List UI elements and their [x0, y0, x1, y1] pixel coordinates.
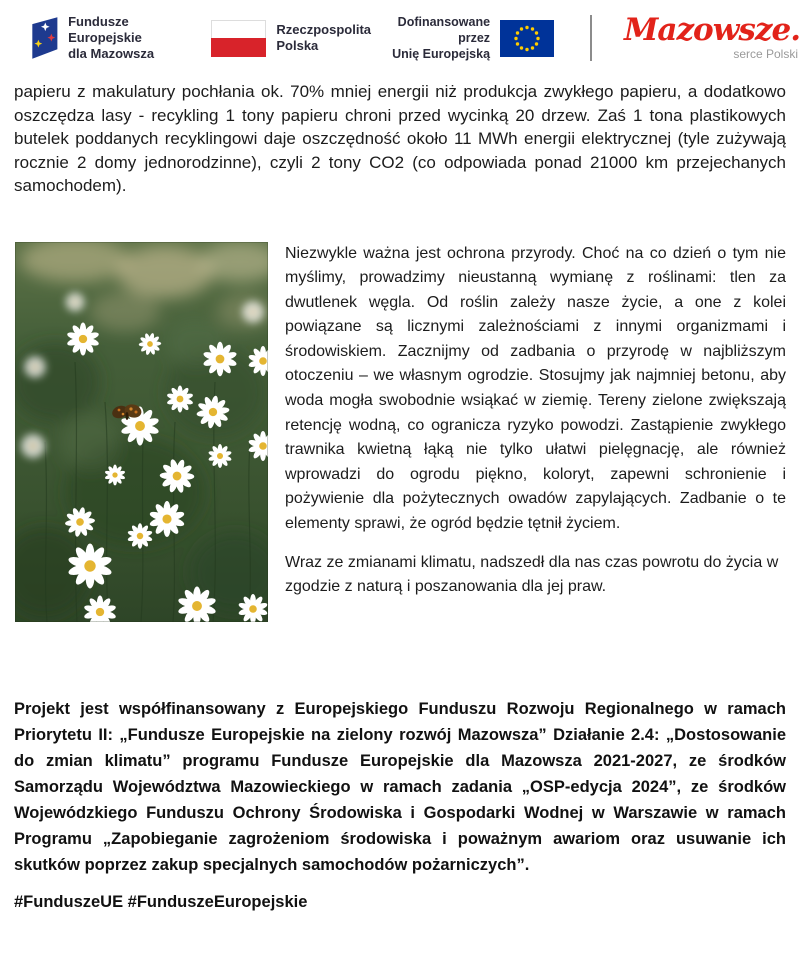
- nature-paragraph-1: Niezwykle ważna jest ochrona przyrody. Choć na co dzień o tym nie myślimy, prowadzimy nieustanną wymianę z roślinami: tlen za dwutlenek węgla. Od roślin zależy nasze życie, a one z kolei powiązane są licznymi zależnościami z innymi organizmami i środowiskiem. Zacznijmy od zadbania o przyrodę w najbliższym otoczeniu – we własnym ogrodzie. Stosujmy jak najmniej betonu, aby woda mogła swobodnie wsiąkać w ziemię. Tereny zielone zwiększają retencję wodną, co ogranicza ryzyko powodzi. Zastąpienie zwykłego trawnika kwietną łąką nie tylko ułatwi pielęgnację, ale również wprowadzi do ogrodu piękno, koloryt, zapewni schronienie i pożywienie dla pożytecznych owadów zapylających. Zadbanie o te elementy sprawi, że ogród będzie tętnił życiem.: [285, 244, 786, 533]
- nature-paragraph-2: Wraz ze zmianami klimatu, nadszedł dla nas czas powrotu do życia w zgodzie z naturą i poszanowania dla jej praw.: [285, 553, 779, 596]
- mazowsze-logo: [624, 12, 800, 61]
- poland-line2: Polska: [276, 38, 319, 53]
- fe-logo-line2: dla Mazowsza: [68, 46, 155, 62]
- fe-logo-line1: Fundusze Europejskie: [68, 13, 142, 45]
- mazowsze-tagline: serce Polski: [733, 47, 798, 61]
- poland-flag-icon: [211, 20, 266, 57]
- eu-line2: Unię Europejską: [392, 47, 491, 62]
- funding-paragraph: Projekt jest współfinansowany z Europejskiego Funduszu Rozwoju Regionalnego w ramach Priorytetu II: „Fundusze Europejskie na zielony rozwój Mazowsza” Działanie 2.4: „Dostosowanie do zmian klimatu” programu Fundusze Europejskie dla Mazowsza 2021-2027, ze środków Samorządu Województwa Mazowieckiego w ramach zadania „OSP-edycja 2024”, ze środków Wojewódzkiego Funduszu Ochrony Środowiska i Gospodarki Wodnej w Warszawie w ramach Programu „Zapobieganie zagrożeniom środowiska i poważnym awariom oraz usuwanie ich skutków poprzez zakup specjalnych samochodów pożarniczych”.: [14, 699, 786, 874]
- poland-line1: Rzeczpospolita: [276, 21, 371, 37]
- intro-paragraph: papieru z makulatury pochłania ok. 70% mniej energii niż produkcja zwykłego papieru, a dodatkowo oszczędza lasy - recykling 1 tony papieru chroni przed wycinką 20 drzew. Zaś 1 tona plastikowych butelek poddanych recyklingowi daje oszczędność około 11 MWh energii elektrycznej (tyle zużywają rocznie 2 domy jednorodzinne), czyli 2 tony CO2 (co odpowiada ponad 21000 km przejechanych samochodem).: [14, 82, 786, 195]
- header-divider: [590, 15, 592, 61]
- nature-text-column: [285, 242, 786, 622]
- logo-strip: [28, 12, 800, 64]
- nature-section: [15, 242, 786, 622]
- fundusze-europejskie-logo: [28, 13, 187, 63]
- eu-funding-logo: [387, 14, 554, 63]
- eu-line1: Dofinansowane przez: [397, 14, 491, 45]
- meadow-photo: [15, 242, 268, 622]
- eu-flag-icon: [500, 20, 554, 57]
- poland-label: [276, 22, 371, 55]
- hashtags-line: #FunduszeUE #FunduszeEuropejskie: [14, 892, 308, 911]
- mazowsze-wordmark: Mazowsze.: [624, 12, 800, 48]
- fe-flag-icon: [28, 13, 59, 63]
